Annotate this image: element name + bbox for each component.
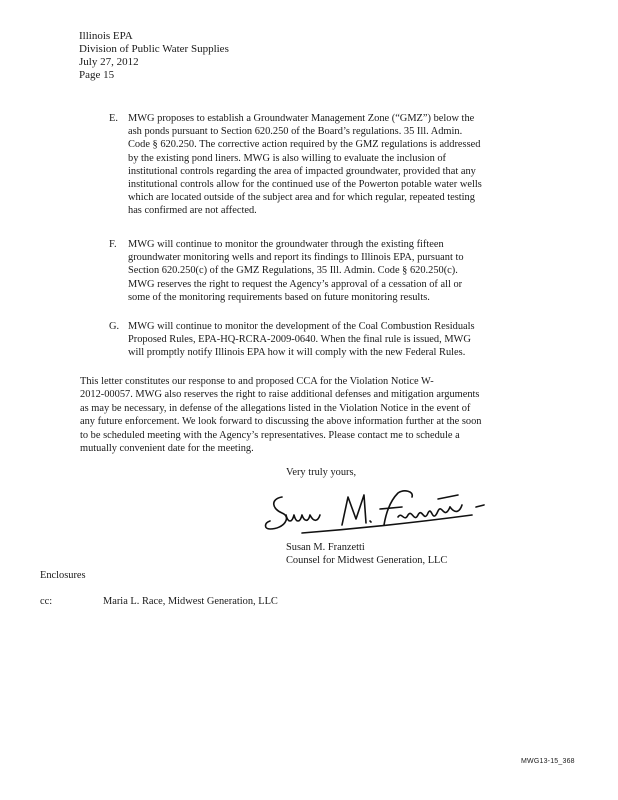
item-line: by the existing pond liners. MWG is also willing to evaluate the inclusion of xyxy=(128,152,447,164)
item-line: MWG will continue to monitor the development of the Coal Combustion Residuals xyxy=(128,321,475,332)
item-line: MWG proposes to establish a Groundwater Management Zone (“GMZ”) below the xyxy=(128,113,475,124)
signer-title: Counsel for Midwest Generation, LLC xyxy=(286,555,448,566)
item-line: Proposed Rules, EPA-HQ-RCRA-2009-0640. When the final rule is issued, MWG xyxy=(128,334,471,346)
cc-label: cc: xyxy=(40,596,53,607)
paragraph-line: 2012-00057. MWG also reserves the right to raise additional defenses and mitigation arguments xyxy=(80,389,480,401)
signer-block xyxy=(286,541,447,567)
enclosures-label: Enclosures xyxy=(40,570,86,581)
header-page: Page 15 xyxy=(79,69,115,81)
signer-name: Susan M. Franzetti xyxy=(286,542,365,553)
item-line: groundwater monitoring wells and report its findings to Illinois EPA, pursuant to xyxy=(128,252,464,264)
list-item-g xyxy=(109,320,521,360)
list-item-e xyxy=(109,112,521,218)
item-line: ash ponds pursuant to Section 620.250 of the Board’s regulations. 35 Ill. Admin. xyxy=(128,126,463,138)
item-line: institutional controls regarding the area of impacted groundwater, provided that any xyxy=(128,165,476,177)
item-letter: E. xyxy=(109,113,118,124)
item-letter: G. xyxy=(109,321,120,332)
paragraph-line: as may be necessary, in defense of the allegations listed in the Violation Notice in the event of xyxy=(80,402,471,414)
item-line: MWG will continue to monitor the groundwater through the existing fifteen xyxy=(128,239,444,250)
valediction: Very truly yours, xyxy=(286,467,357,478)
handwritten-signature xyxy=(262,485,492,540)
header-division: Division of Public Water Supplies xyxy=(79,43,229,55)
item-line: Section 620.250(c) of the GMZ Regulations, 35 Ill. Admin. Code § 620.250(c). xyxy=(128,265,458,277)
list-item-f xyxy=(109,238,521,304)
item-line: will promptly notify Illinois EPA how it will comply with the new Federal Rules. xyxy=(128,347,466,359)
closing-paragraph xyxy=(80,375,540,455)
item-line: which are located outside of the subject area and for which regular, repeated testing xyxy=(128,192,475,204)
paragraph-line: mutually convenient date for the meeting. xyxy=(80,443,254,455)
paragraph-line: to be scheduled meeting with the Agency’s representatives. Please contact me to schedule a xyxy=(80,429,460,441)
item-line: institutional controls allow for the continued use of the Powerton potable water wells xyxy=(128,179,482,191)
header-date: July 27, 2012 xyxy=(79,56,139,68)
item-line: MWG reserves the right to request the Agency’s approval of a cessation of all or xyxy=(128,278,463,290)
paragraph-line: This letter constitutes our response to and proposed CCA for the Violation Notice W- xyxy=(80,376,434,387)
letter-header xyxy=(79,30,229,82)
item-line: Code § 620.250. The corrective action required by the GMZ regulations is addressed xyxy=(128,139,481,151)
paragraph-line: any future enforcement. We look forward to discussing the above information further at the soon xyxy=(80,416,482,428)
bates-number: MWG13-15_368 xyxy=(521,758,575,765)
item-letter: F. xyxy=(109,239,117,250)
header-org: Illinois EPA xyxy=(79,30,133,42)
item-line: some of the monitoring requirements based on future monitoring results. xyxy=(128,291,430,303)
cc-recipient: Maria L. Race, Midwest Generation, LLC xyxy=(103,596,278,607)
item-line: has confirmed are not affected. xyxy=(128,205,257,217)
